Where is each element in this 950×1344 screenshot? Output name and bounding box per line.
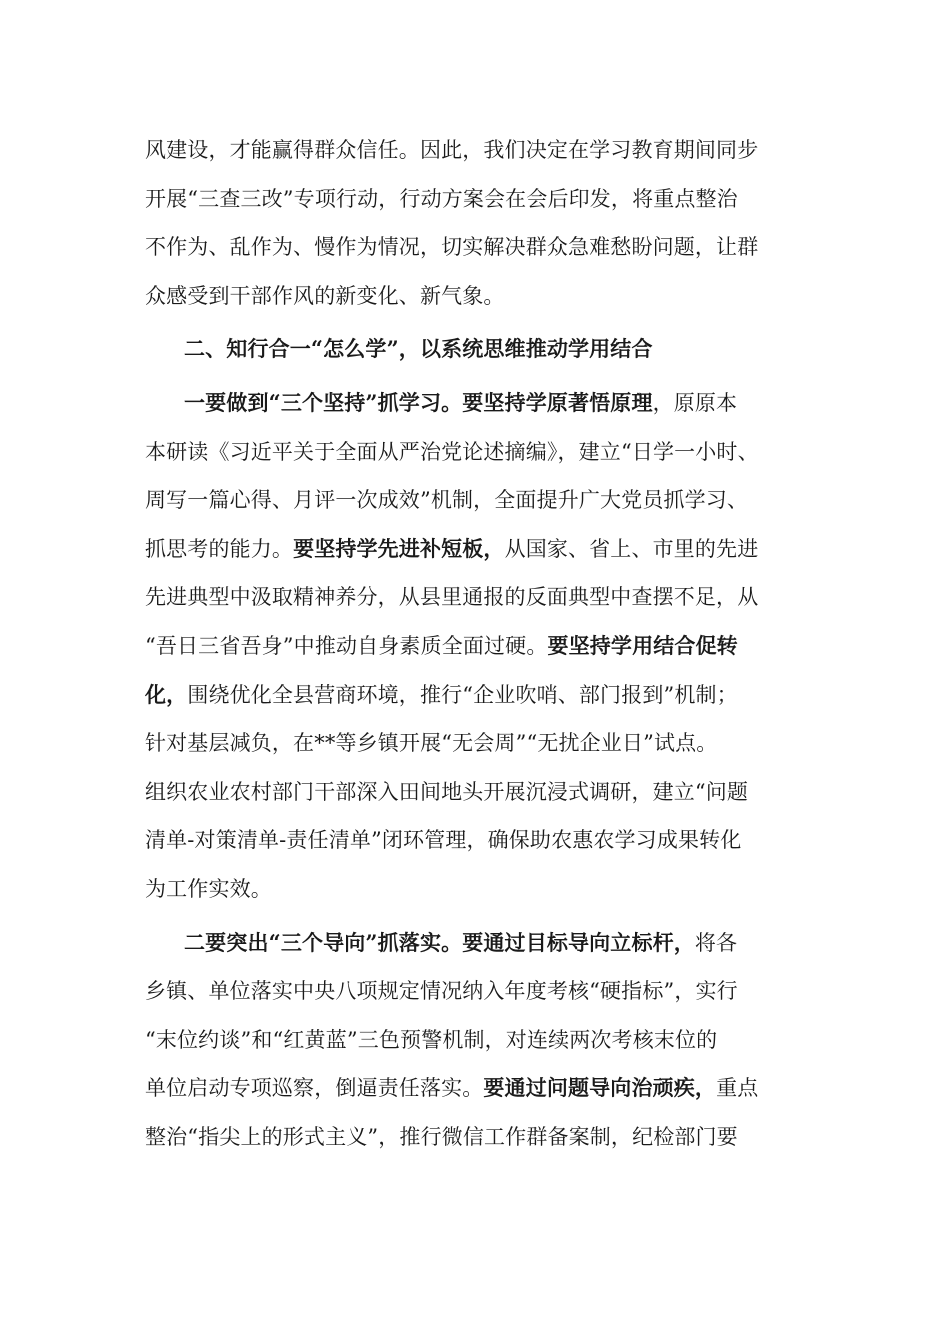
paragraph-first-line: [145, 919, 797, 968]
text-segment: 风建设，才能赢得群众信任。因此，我们决定在学习教育期间同步: [145, 138, 759, 162]
paragraph-line: [145, 768, 797, 817]
paragraph-first-line: [145, 379, 797, 428]
text-segment: 从国家、省上、市里的先进: [504, 536, 759, 561]
paragraph-line: [145, 865, 797, 914]
text-segment: “吾日三省吾身”中推动自身素质全面过硬。: [145, 633, 548, 658]
bold-lead-text: 化，: [145, 681, 188, 707]
text-segment: 将各: [694, 930, 738, 955]
text-segment: 为工作实效。: [145, 876, 272, 901]
paragraph-line: [145, 1113, 797, 1162]
text-segment: 组织农业农村部门干部深入田间地头开展沉浸式调研，建立“问题: [145, 779, 749, 804]
paragraph-line: [145, 816, 797, 865]
text-segment: 先进典型中汲取精神养分，从县里通报的反面典型中查摆不足，从: [145, 585, 759, 610]
paragraph-line: [145, 476, 797, 525]
text-segment: ，原原本: [652, 390, 738, 415]
paragraph-line: [145, 126, 797, 175]
text-segment: 整治“指尖上的形式主义”，推行微信工作群备案制，纪检部门要: [145, 1124, 738, 1149]
paragraph-line: [145, 967, 797, 1016]
text-segment: “末位约谈”和“红黄蓝”三色预警机制，对连续两次考核末位的: [145, 1027, 718, 1052]
paragraph-line: [145, 175, 797, 224]
bold-lead-text: 要通过问题导向治顽疾，: [483, 1075, 717, 1101]
text-segment: 乡镇、单位落实中央八项规定情况纳入年度考核“硬指标”，实行: [145, 979, 738, 1004]
paragraph-line: [145, 719, 797, 768]
paragraph-line: [145, 622, 797, 671]
paragraph-line: [145, 1064, 797, 1113]
text-segment: 本研读《习近平关于全面从严治党论述摘编》，建立“日学一小时、: [145, 439, 759, 464]
paragraph-line: [145, 223, 797, 272]
text-segment: 单位启动专项巡察，倒逼责任落实。: [145, 1076, 484, 1101]
paragraph-line: [145, 428, 797, 477]
document-body: [145, 126, 797, 1161]
text-segment: 开展“三查三改”专项行动，行动方案会在会后印发，将重点整治: [145, 186, 738, 211]
text-segment: 不作为、乱作为、慢作为情况，切实解决群众急难愁盼问题，让群: [145, 235, 759, 260]
paragraph-line: [145, 1016, 797, 1065]
text-segment: 众感受到干部作风的新变化、新气象。: [145, 283, 505, 308]
text-segment: 周写一篇心得、月评一次成效”机制，全面提升广大党员抓学习、: [145, 488, 749, 513]
bold-lead-text: 一要做到“三个坚持”抓学习。要坚持学原著悟原理: [184, 389, 653, 415]
text-segment: 抓思考的能力。: [145, 536, 294, 561]
paragraph-line: [145, 671, 797, 720]
text-segment: 围绕优化全县营商环境，推行“企业吹哨、部门报到”机制；: [187, 682, 738, 707]
bold-lead-text: 二要突出“三个导向”抓落实。要通过目标导向立标杆，: [184, 929, 695, 955]
heading-text: 二、知行合一“怎么学”，以系统思维推动学用结合: [184, 336, 653, 362]
section-heading: [145, 325, 797, 374]
text-segment: 重点: [716, 1076, 759, 1101]
paragraph-line: [145, 525, 797, 574]
paragraph-line: [145, 573, 797, 622]
text-segment: 清单-对策清单-责任清单”闭环管理，确保助农惠农学习成果转化: [145, 828, 742, 853]
paragraph-line: [145, 272, 797, 321]
bold-lead-text: 要坚持学用结合促转: [547, 632, 738, 658]
bold-lead-text: 要坚持学先进补短板，: [293, 535, 505, 561]
text-segment: 针对基层减负，在**等乡镇开展“无会周”“无扰企业日”试点。: [145, 731, 718, 756]
